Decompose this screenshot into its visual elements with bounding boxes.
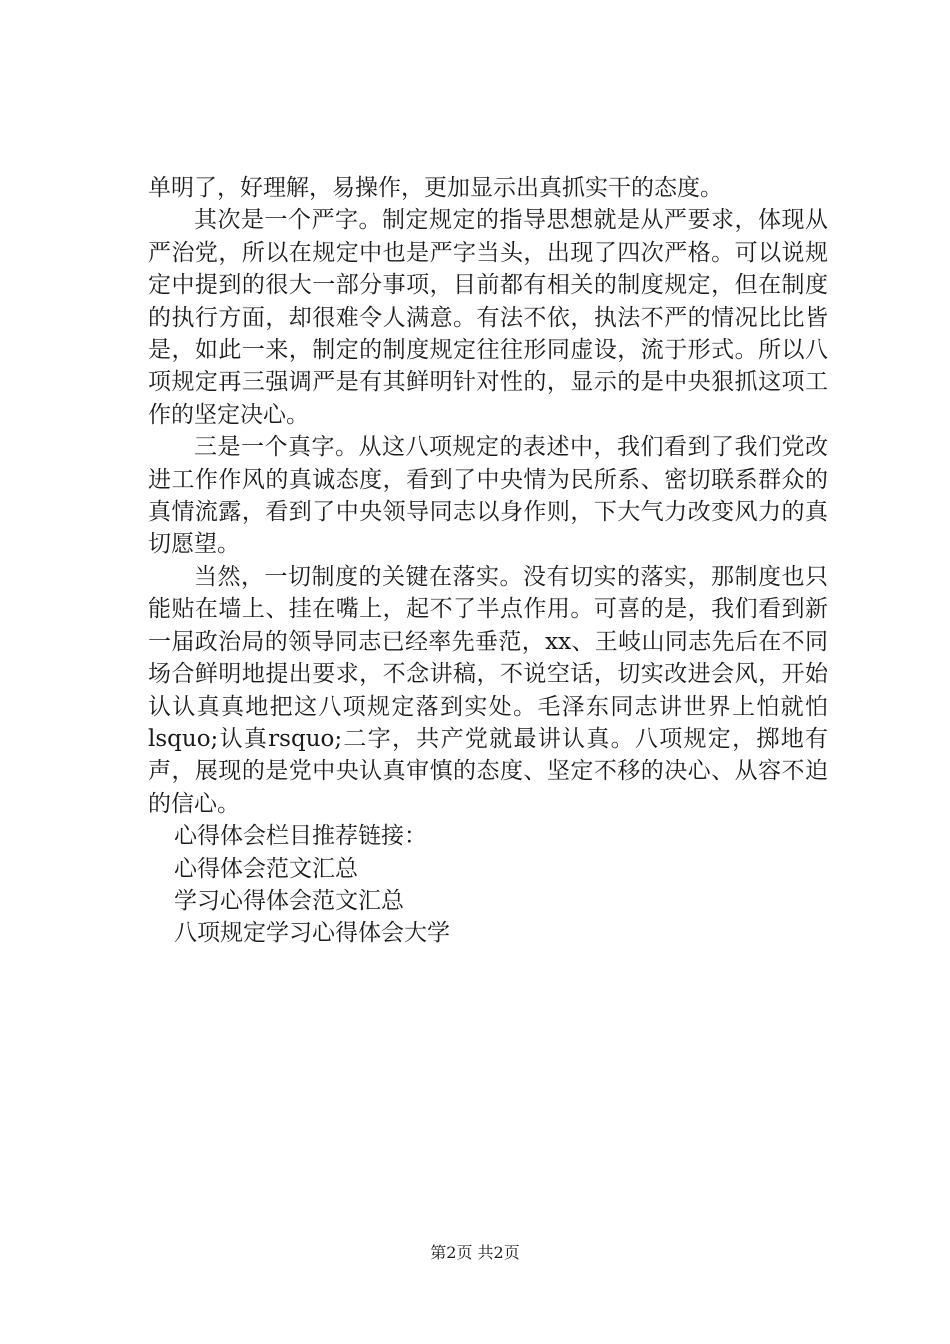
- links-heading: 心得体会栏目推荐链接：: [174, 823, 427, 850]
- recommended-link[interactable]: 心得体会范文汇总: [174, 855, 358, 882]
- document-body: [148, 172, 828, 950]
- recommended-link[interactable]: 八项规定学习心得体会大学: [174, 920, 450, 947]
- paragraph-sincere: 三是一个真字。从这八项规定的表述中，我们看到了我们党改进工作作风的真诚态度，看到了中央情为民所系、密切联系群众的真情流露，看到了中央领导同志以身作则，下大气力改变风力的真切愿望。: [148, 434, 828, 558]
- recommended-link[interactable]: 学习心得体会范文汇总: [174, 887, 404, 914]
- paragraph-continuation: 单明了，好理解，易操作，更加显示出真抓实干的态度。: [148, 175, 723, 201]
- paragraph-implementation: 当然，一切制度的关键在落实。没有切实的落实，那制度也只能贴在墙上、挂在嘴上，起不了半点作用。可喜的是，我们看到新一届政治局的领导同志已经率先垂范，xx、王岐山同志先后在不同场合鲜明地提出要求，不念讲稿，不说空话，切实改进会风，开始认认真真地把这八项规定落到实处。毛泽东同志讲世界上怕就怕lsquo;认真rsquo;二字，共产党就最讲认真。八项规定，掷地有声，展现的是党中央认真审慎的态度、坚定不移的决心、从容不迫的信心。: [148, 563, 828, 817]
- page-number-footer: 第2页 共2页: [430, 1243, 520, 1262]
- paragraph-strict: 其次是一个严字。制定规定的指导思想就是从严要求，体现从严治党，所以在规定中也是严字当头，出现了四次严格。可以说规定中提到的很大一部分事项，目前都有相关的制度规定，但在制度的执行方面，却很难令人满意。有法不依，执法不严的情况比比皆是，如此一来，制定的制度规定往往形同虚设，流于形式。所以八项规定再三强调严是有其鲜明针对性的，显示的是中央狠抓这项工作的坚定决心。: [148, 207, 828, 428]
